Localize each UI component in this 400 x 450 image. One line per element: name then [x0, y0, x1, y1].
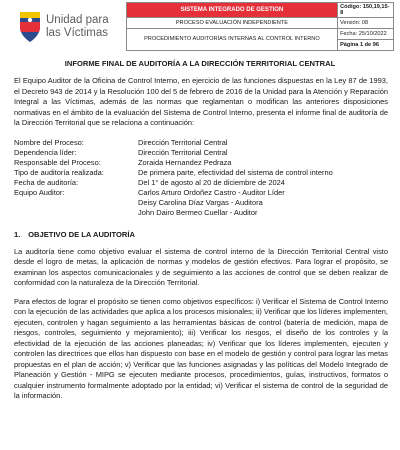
info-value: John Dairo Bermeo Cuellar - Auditor [138, 207, 258, 217]
intro-paragraph: El Equipo Auditor de la Oficina de Control Interno, en ejercicio de las funciones dispuestas en la Ley 87 de 1993, el Decreto 943 de 2014 y la Resolución 100 del 5 de febrero de 2016 de la Unidad para la Atención y Reparación Integral a las Víctimas, además de las normas que reglamentan o modifican las anteriores disposiciones normativas en el ámbito de la evaluación del Sistema de Control Interno, presenta el informe final de auditoría de la Dirección Territorial que se relaciona a continuación: [14, 76, 388, 127]
unidad-victimas-logo [14, 2, 126, 51]
header-table [126, 2, 394, 51]
info-row [14, 198, 390, 208]
info-value: Deisy Carolina Díaz Vargas - Auditora [138, 197, 263, 207]
info-label: Tipo de auditoría realizada: [14, 167, 104, 177]
document-date: Fecha: 25/10/2022 [338, 28, 394, 39]
info-value: Carlos Arturo Ordoñez Castro - Auditor Líder [138, 187, 285, 197]
info-value: Dirección Territorial Central [138, 147, 228, 157]
info-label [14, 198, 138, 208]
info-row [14, 158, 390, 168]
section-heading [10, 230, 390, 239]
info-value: Dirección Territorial Central [138, 137, 228, 147]
info-label: Equipo Auditor: [14, 187, 65, 197]
document-header [14, 2, 394, 51]
logo-line1: Unidad para [46, 14, 109, 27]
section-title: OBJETIVO DE LA AUDITORÍA [28, 229, 136, 239]
info-row [14, 138, 390, 148]
info-label: Dependencia líder: [14, 147, 77, 157]
report-title: INFORME FINAL DE AUDITORÍA A LA DIRECCIÓN TERRITORIAL CENTRAL [64, 59, 336, 68]
section-number: 1. [14, 229, 21, 239]
info-value: Zoraida Hernandez Pedraza [138, 157, 232, 167]
document-version: Versión: 08 [338, 17, 394, 28]
info-row [14, 168, 390, 178]
info-label: Fecha de auditoría: [14, 177, 79, 187]
logo-line2: las Víctimas [46, 26, 108, 39]
info-label: Nombre del Proceso: [14, 137, 84, 147]
document-code: Código: 150,19,15-8 [338, 3, 394, 18]
colombia-shield-icon [16, 9, 44, 45]
audit-info-list [10, 138, 390, 218]
specific-objectives-paragraph: Para efectos de lograr el propósito se tienen como objetivos específicos: i) Verificar el Sistema de Control Interno con la ejecución de las actividades que aplica a los procesos misionales; ii) Verificar que los líderes implementen, ejecuten, controlen y hagan seguimiento a las herramientas básicas de control (batería de medición, mapa de riesgos, controles, seguimiento y mejoramiento); iii) Verificar los riesgos, el diseño de los controles y la efectividad de la ejecución de las acciones planeadas; iv) Verificar que los líderes implementen, ejecuten y controlen las directrices que ellos han dispuesto con base en el modelo de gestión y control para lograr las metas propuestas en el plan de acción; v) Verificar que las funciones asignadas y las políticas del Modelo Integrado de Planeación y Gestión - MIPG se ejecuten mediante procesos, procedimientos, guías, instructivos, formatos o cualquier instrumento formalmente adoptado por la entidad; vi) Verificar el sistema de control de la seguridad de la información. [14, 296, 388, 400]
info-row [14, 148, 390, 158]
info-row [14, 178, 390, 188]
info-label: Responsable del Proceso: [14, 157, 101, 167]
info-row [14, 208, 390, 218]
info-value: De primera parte, efectividad del sistema de control interno [138, 167, 333, 177]
process-name: PROCESO EVALUACIÓN INDEPENDIENTE [126, 17, 337, 28]
info-value: Del 1° de agosto al 20 de diciembre de 2024 [138, 177, 285, 187]
info-label [14, 208, 138, 218]
procedure-name: PROCEDIMIENTO AUDITORÍAS INTERNAS AL CONTROL INTERNO [126, 28, 337, 50]
page-number: Página 1 de 96 [338, 39, 394, 50]
info-row [14, 188, 390, 198]
system-title: SISTEMA INTEGRADO DE GESTION [126, 3, 337, 18]
objective-paragraph: La auditoría tiene como objetivo evaluar el sistema de control interno de la Dirección Territorial Central visto desde el logro de metas, la aplicación de normas y modelos de gestión efectivos. Para lograr el propósito, se examinan los aspectos comunicacionales y de seguimiento a las acciones de control que se deben realizar de conformidad con la naturaleza de la Dirección Territorial. [14, 246, 388, 287]
